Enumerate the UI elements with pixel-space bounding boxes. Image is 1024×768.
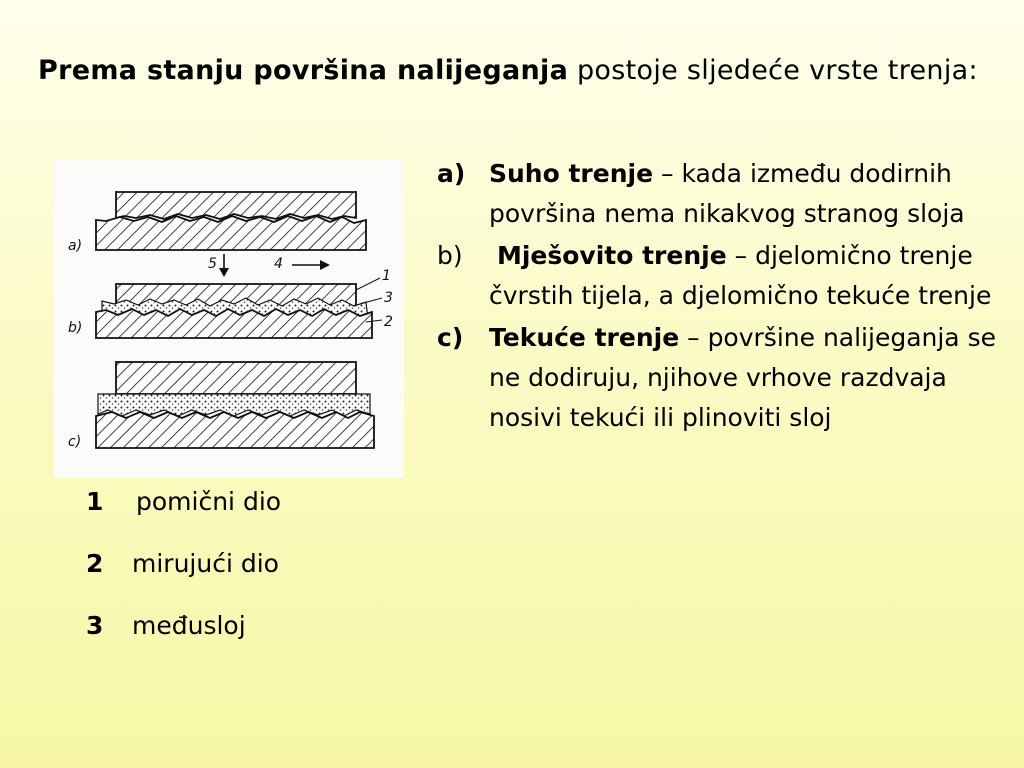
- item-dash: –: [661, 159, 674, 188]
- label-c: c): [68, 434, 82, 450]
- friction-type-item: [437, 236, 1007, 316]
- legend-text: međusloj: [132, 611, 246, 640]
- label-a: a): [68, 238, 83, 254]
- friction-type-item: [437, 318, 1007, 438]
- item-dash: –: [687, 323, 700, 352]
- item-marker: b): [437, 241, 463, 270]
- callout-4: 4: [274, 256, 283, 272]
- intro-paragraph: [38, 52, 978, 90]
- legend-text: pomični dio: [136, 487, 282, 516]
- item-term: Tekuće trenje: [489, 323, 680, 352]
- label-b: b): [68, 320, 83, 336]
- callout-1: 1: [382, 268, 391, 284]
- intro-bold-text: Prema stanju površina nalijeganja: [38, 55, 569, 86]
- item-description: djelomično trenje čvrstih tijela, a djelomično tekuće trenje: [489, 241, 992, 310]
- item-description: kada između dodirnih površina nema nikakvog stranog sloja: [489, 159, 965, 228]
- callout-5: 5: [208, 256, 217, 272]
- friction-type-item: [437, 154, 1007, 234]
- item-term: Mješovito trenje: [496, 241, 727, 270]
- item-description: površine nalijeganja se ne dodiruju, njihove vrhove razdvaja nosivi tekući ili plinoviti sloj: [489, 323, 996, 432]
- intro-text: postoje sljedeće vrste trenja:: [576, 55, 978, 86]
- diagram-c: [68, 362, 374, 450]
- callout-2: 2: [384, 314, 393, 330]
- legend-number: 2: [86, 549, 104, 578]
- callout-3: 3: [384, 290, 393, 306]
- item-marker: c): [437, 323, 464, 352]
- item-term: Suho trenje: [489, 159, 654, 188]
- legend-text: mirujući dio: [132, 549, 279, 578]
- item-marker: a): [437, 159, 466, 188]
- item-dash: –: [734, 241, 748, 270]
- legend-number: 3: [86, 611, 104, 640]
- diagram-a: [68, 192, 366, 254]
- diagram-b: [68, 268, 393, 338]
- friction-types-list: [437, 154, 1007, 440]
- motion-arrows: [208, 254, 330, 277]
- friction-diagram: [54, 160, 404, 478]
- legend-number: 1: [86, 487, 104, 516]
